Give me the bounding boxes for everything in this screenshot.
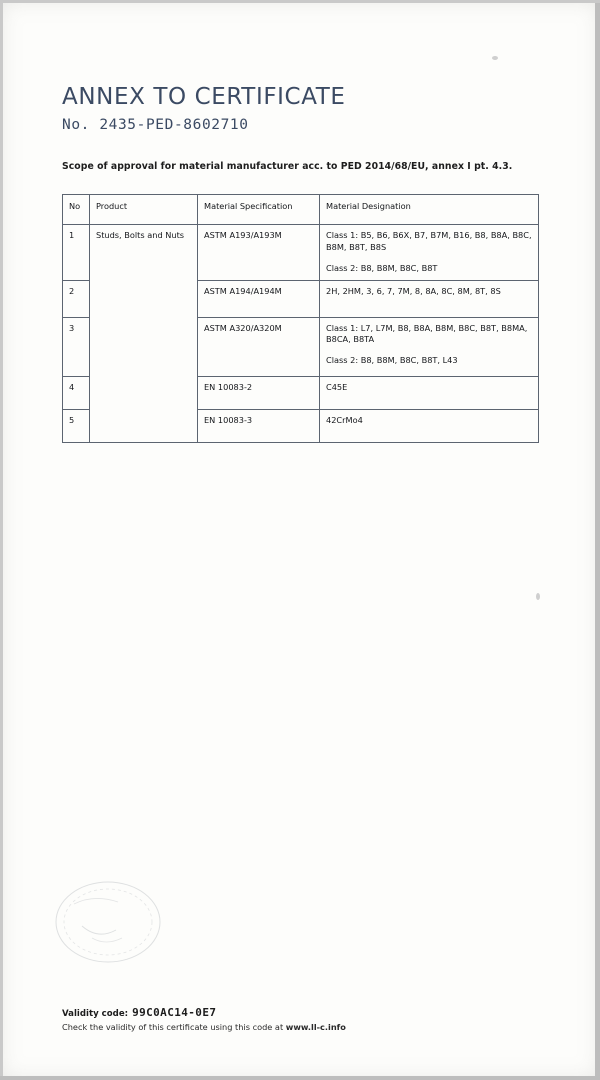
scan-edge-left bbox=[0, 0, 3, 1080]
designation-line: 42CrMo4 bbox=[326, 414, 363, 425]
scan-speck bbox=[492, 56, 498, 60]
scan-edge-right bbox=[595, 0, 600, 1080]
designation-line: Class 1: L7, L7M, B8, B8A, B8M, B8C, B8T, B8MA, B8CA, B8TA bbox=[326, 322, 528, 345]
material-designation bbox=[320, 317, 539, 376]
row-number: 1 bbox=[63, 224, 90, 280]
material-designation bbox=[320, 280, 539, 317]
validity-url[interactable]: www.ll-c.info bbox=[285, 1022, 346, 1032]
designation-line: 2H, 2HM, 3, 6, 7, 7M, 8, 8A, 8C, 8M, 8T, 8S bbox=[326, 285, 501, 296]
designation-line: Class 2: B8, B8M, B8C, B8T bbox=[326, 262, 438, 273]
scan-edge-bottom bbox=[0, 1076, 600, 1080]
material-specification: EN 10083-2 bbox=[198, 376, 320, 409]
column-header-material-designation: Material Designation bbox=[320, 195, 539, 225]
material-designation bbox=[320, 409, 539, 442]
embossed-seal-watermark bbox=[52, 876, 164, 972]
row-number: 4 bbox=[63, 376, 90, 409]
material-designation bbox=[320, 376, 539, 409]
certificate-number: No. 2435-PED-8602710 bbox=[62, 117, 249, 133]
designation-line: Class 2: B8, B8M, B8C, B8T, L43 bbox=[326, 355, 458, 366]
page-title: ANNEX TO CERTIFICATE bbox=[62, 84, 346, 110]
row-number: 5 bbox=[63, 409, 90, 442]
material-designation bbox=[320, 224, 539, 280]
table-header-row bbox=[63, 195, 539, 225]
column-header-product: Product bbox=[90, 195, 198, 225]
column-header-material-specification: Material Specification bbox=[198, 195, 320, 225]
material-specification: ASTM A193/A193M bbox=[198, 224, 320, 280]
validity-code-label: Validity code: bbox=[62, 1009, 129, 1019]
approval-scope-table bbox=[62, 194, 539, 443]
row-number: 3 bbox=[63, 317, 90, 376]
designation-line: C45E bbox=[326, 381, 348, 392]
validity-instruction bbox=[62, 1022, 532, 1032]
table-row bbox=[63, 224, 539, 280]
validity-code-row bbox=[62, 1006, 532, 1019]
scope-statement: Scope of approval for material manufacturer acc. to PED 2014/68/EU, annex I pt. 4.3. bbox=[62, 161, 513, 172]
validity-code-value: 99C0AC14-0E7 bbox=[132, 1006, 217, 1019]
validity-instruction-text: Check the validity of this certificate using this code at bbox=[62, 1022, 286, 1032]
document-body bbox=[62, 84, 542, 443]
scan-speck bbox=[536, 593, 540, 600]
material-specification: EN 10083-3 bbox=[198, 409, 320, 442]
footer bbox=[62, 1006, 532, 1032]
designation-line: Class 1: B5, B6, B6X, B7, B7M, B16, B8, B8A, B8C, B8M, B8T, B8S bbox=[326, 229, 532, 252]
material-specification: ASTM A194/A194M bbox=[198, 280, 320, 317]
column-header-no: No bbox=[63, 195, 90, 225]
row-number: 2 bbox=[63, 280, 90, 317]
material-specification: ASTM A320/A320M bbox=[198, 317, 320, 376]
scan-edge-top bbox=[0, 0, 600, 3]
product-group-cell: Studs, Bolts and Nuts bbox=[90, 224, 198, 442]
